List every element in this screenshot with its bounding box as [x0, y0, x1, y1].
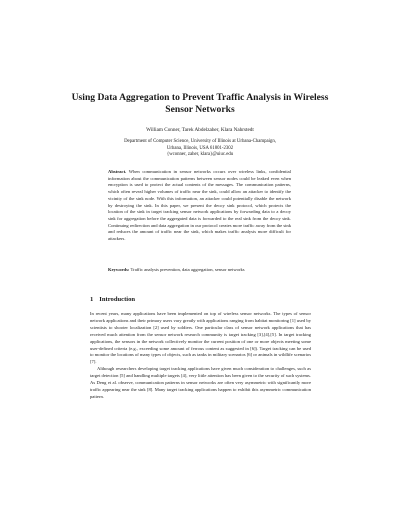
abstract-text: When communication in sensor networks occurs over wireless links, confidential information about the communication patterns between sensor nodes could be leaked even when encryption is used to protect the actual contents of the messages. The communication patterns, which often reveal higher volumes of traffic near the sink, could allow an attacker to identify the vicinity of the sink node. With this information, an attacker could potentially disable the network by destroying the sink. In this paper, we present the decoy sink protocol, which protects the location of the sink in target tracking sensor network applications by forwarding data to a decoy sink for aggregation before the aggregated data is forwarded to the real sink from the decoy sink. Continuing redirection and data aggregation in our protocol creates more traffic away from the sink and reduces the amount of traffic near the sink, which makes traffic analysis more difficult for attackers. — [108, 169, 291, 242]
keywords-text: Traffic analysis prevention, data aggregation, sensor networks — [130, 267, 245, 272]
affiliation-emails: {wconner, zaher, klara}@uiuc.edu — [166, 152, 234, 158]
section-title: Introduction — [99, 296, 136, 303]
intro-paragraph-2: Although researchers developing target tracking applications have given much consideration to challenges, such as target detection [5] and handling multiple targets [4], very little attention has been given to the security of such systems. As Deng et al. observe, communication patterns in sensor networks are often very asymmetric with significantly more traffic appearing near the sink [8]. Many target tracking applications happen to exhibit this asymmetric communication pattern. — [90, 366, 311, 399]
affiliation-line-1: Department of Computer Science, University of Illinois at Urbana-Champaign, — [124, 139, 276, 144]
paper-title: Using Data Aggregation to Prevent Traffic Analysis in Wireless Sensor Networks — [71, 92, 329, 115]
section-heading — [90, 296, 310, 304]
intro-body — [90, 311, 311, 401]
keywords — [108, 267, 308, 273]
affiliation — [60, 139, 340, 159]
affiliation-line-2: Urbana, Illinois, USA 61801-2302 — [166, 145, 234, 151]
keywords-label: Keywords: — [108, 267, 130, 272]
abstract-label: Abstract. — [108, 169, 127, 174]
authors: William Conner, Tarek Abdelzaher, Klara Nahrstedt — [146, 127, 254, 133]
intro-paragraph-1: In recent years, many applications have been implemented on top of wireless sensor networks. The types of sensor network applications and their primary users vary greatly with applications ranging from habitat monitoring [1] used by scientists to shooter localization [2] used by soldiers. One particular class of sensor network applications that has received much attention from the sensor network research community is target tracking [3],[4],[5]. In target tracking applications, the sensors in the network collectively monitor the current position of one or more objects meeting some user-defined criteria (e.g., exceeding some amount of ferrous content as suggested in [6]). Target tracking can be used to monitor the locations of many types of objects, such as tanks in military scenarios [6] or animals in wildlife scenarios [7]. — [90, 311, 311, 365]
section-number: 1 — [90, 296, 94, 303]
abstract — [108, 169, 291, 243]
